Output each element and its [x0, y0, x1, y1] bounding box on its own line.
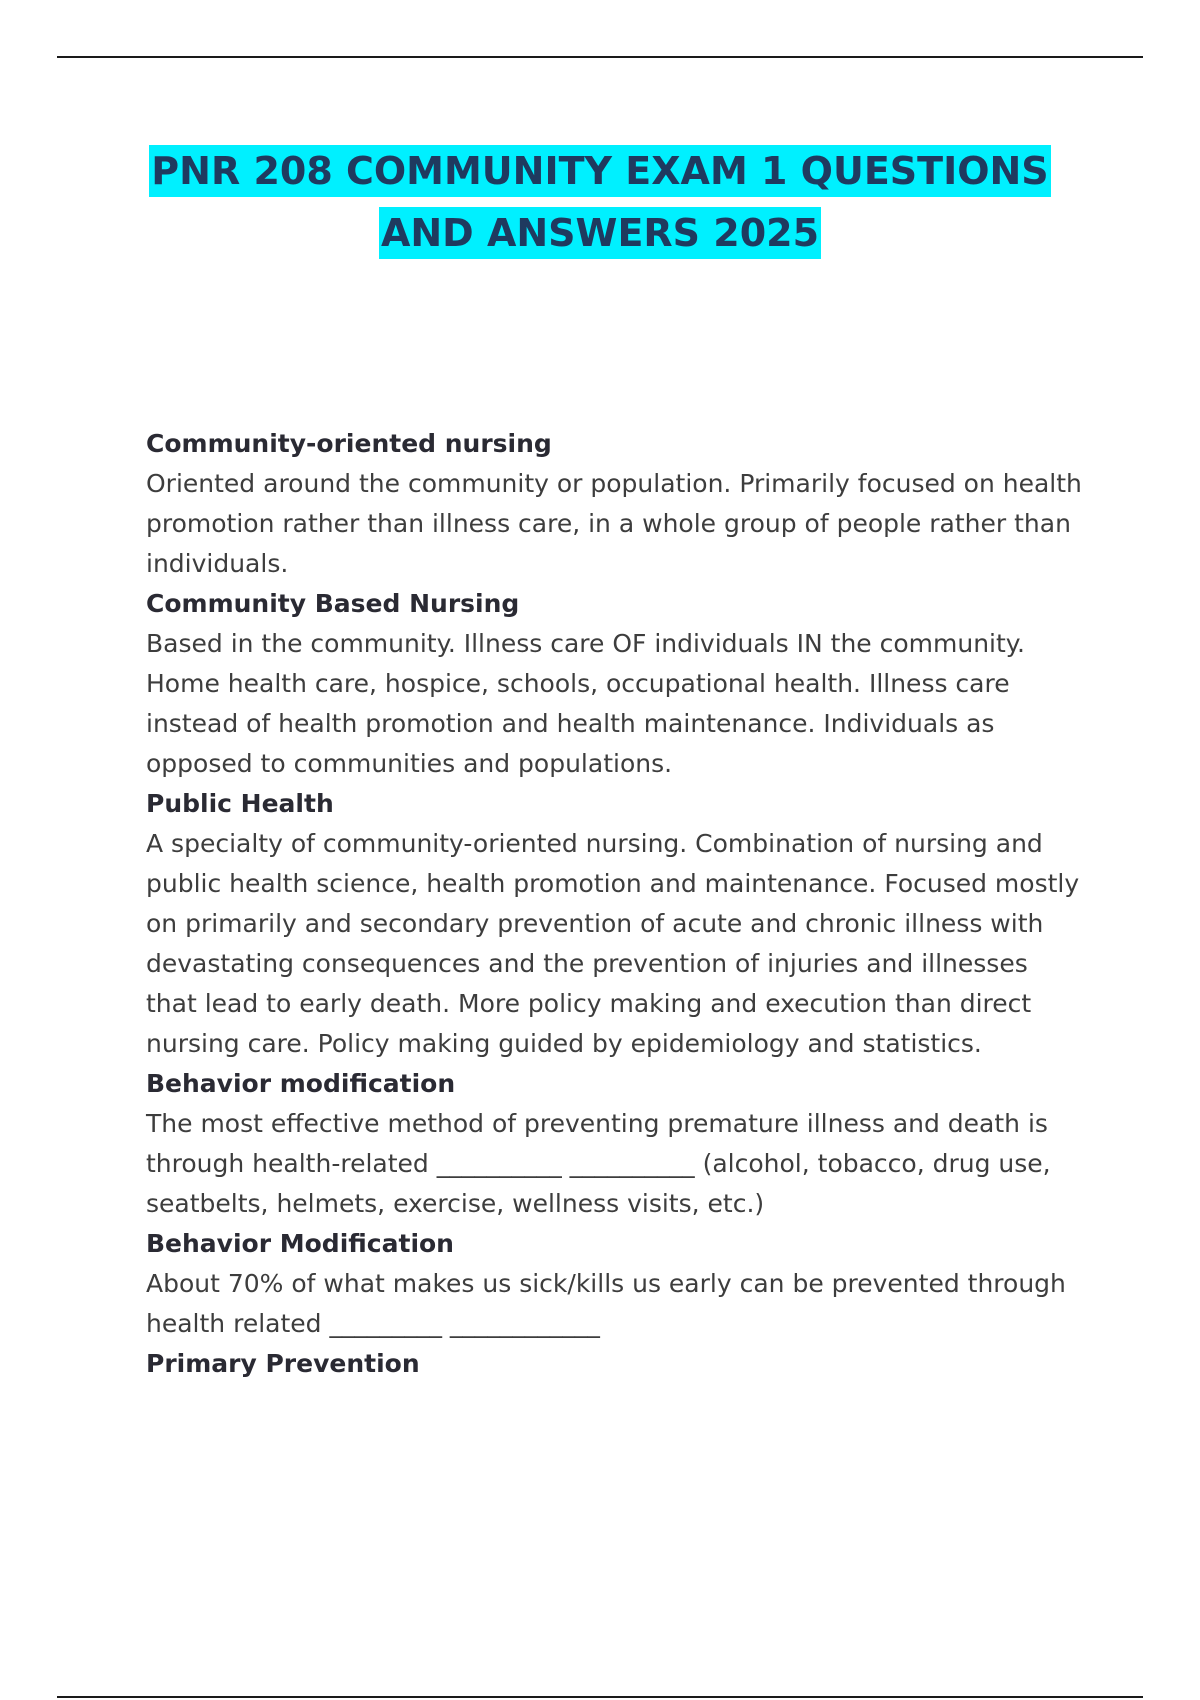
- list-item: [146, 784, 1086, 1064]
- term-definition: The most effective method of preventing premature illness and death is through health-related __________ __________ (alcohol, tobacco, drug use, seatbelts, helmets, exercise, wellness visits, etc.): [146, 1109, 1051, 1218]
- term-heading: Behavior modification: [146, 1069, 456, 1098]
- list-item: [146, 1224, 1086, 1344]
- term-heading: Behavior Modification: [146, 1229, 454, 1258]
- list-item: [146, 584, 1086, 784]
- term-heading: Public Health: [146, 789, 334, 818]
- list-item: [146, 1344, 1086, 1384]
- term-definition: A specialty of community-oriented nursing. Combination of nursing and public health science, health promotion and maintenance. Focused mostly on primarily and secondary prevention of acute and chronic illness with devastating consequences and the prevention of injuries and illnesses that lead to early death. More policy making and execution than direct nursing care. Policy making guided by epidemiology and statistics.: [146, 829, 1080, 1058]
- term-heading: Community-oriented nursing: [146, 429, 552, 458]
- list-item: [146, 1064, 1086, 1224]
- term-definition: Oriented around the community or population. Primarily focused on health promotion rather than illness care, in a whole group of people rather than individuals.: [146, 469, 1082, 578]
- list-item: [146, 424, 1086, 584]
- term-definition: About 70% of what makes us sick/kills us early can be prevented through health related _________ ____________: [146, 1269, 1066, 1338]
- header-rule: [57, 56, 1143, 58]
- term-definition: Based in the community. Illness care OF individuals IN the community. Home health care, hospice, schools, occupational health. Illness care instead of health promotion and health maintenance. Individuals as opposed to communities and populations.: [146, 629, 1025, 778]
- term-heading: Primary Prevention: [146, 1349, 420, 1378]
- title-line-2: AND ANSWERS 2025: [379, 207, 821, 259]
- page-title: [0, 140, 1200, 264]
- term-heading: Community Based Nursing: [146, 589, 520, 618]
- flashcard-list: [146, 424, 1086, 1384]
- footer-rule: [57, 1696, 1143, 1698]
- title-line-1: PNR 208 COMMUNITY EXAM 1 QUESTIONS: [149, 145, 1050, 197]
